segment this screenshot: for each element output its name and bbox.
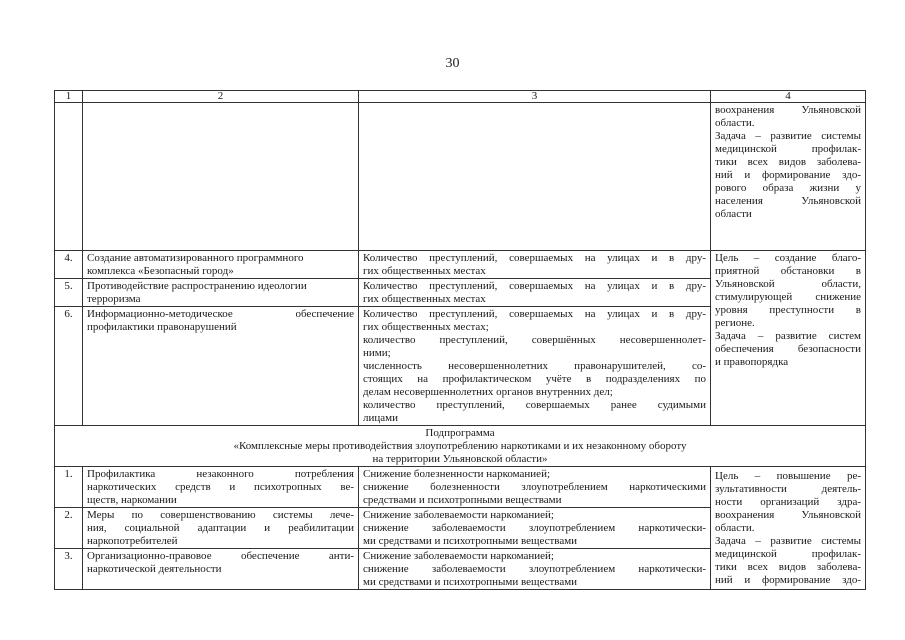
column-header: 1 <box>55 91 83 103</box>
goal-cell <box>711 467 866 590</box>
text-line: гих общественных местах; <box>363 321 489 333</box>
text-line: обеспечения безопасности <box>715 343 861 355</box>
text-line: Цель – создание благо- <box>715 252 861 264</box>
row-number: 4. <box>55 251 83 279</box>
text-line: наркопотребителей <box>87 535 178 547</box>
event-name <box>83 549 359 590</box>
text-line: Профилактика незаконного потребления <box>87 468 354 480</box>
indicators <box>359 467 711 508</box>
text-line: количество преступлений, совершённых несовершеннолет- <box>363 334 706 346</box>
text-line: снижение болезненности злоупотреблением наркотическими <box>363 481 706 493</box>
text-line: Снижение заболеваемости наркоманией; <box>363 550 554 562</box>
table-row <box>55 467 866 508</box>
text-line: численность несовершеннолетних правонарушителей, со- <box>363 360 706 372</box>
text-line: воохранения Ульяновской <box>715 509 861 521</box>
column-header-row <box>55 91 866 103</box>
column-header: 3 <box>359 91 711 103</box>
text-line: наркотической деятельности <box>87 563 222 575</box>
row-number: 1. <box>55 467 83 508</box>
text-line: «Комплексные меры противодействия злоупотреблению наркотиками и их незаконному обороту <box>233 440 687 452</box>
text-line: ними; <box>363 347 391 359</box>
text-line: Количество преступлений, совершаемых на улицах и в дру- <box>363 280 706 292</box>
text-line: Противодействие распространению идеологии <box>87 280 307 292</box>
text-line: уровня преступности в <box>715 304 861 316</box>
text-line: воохранения Ульяновской <box>715 104 861 116</box>
text-line: Цель – повышение ре- <box>715 470 861 482</box>
text-line: ми средствами и психотропными веществами <box>363 576 578 588</box>
row-number: 5. <box>55 279 83 307</box>
text-line: ществ, наркомании <box>87 494 177 506</box>
num-cell <box>55 103 83 251</box>
text-line: Задача – развитие систем <box>715 330 861 342</box>
column-header: 2 <box>83 91 359 103</box>
row-number: 6. <box>55 307 83 426</box>
text-line: гих общественных местах <box>363 293 486 305</box>
text-line: ний и формирование здо- <box>715 169 861 181</box>
event-name <box>83 508 359 549</box>
text-line: ний и формирование здо- <box>715 574 861 586</box>
goal-cell <box>711 251 866 426</box>
text-line: и правопорядка <box>715 356 789 368</box>
text-line: ности организаций здра- <box>715 496 861 508</box>
goal-cell <box>711 103 866 251</box>
text-line: Снижение заболеваемости наркоманией; <box>363 509 554 521</box>
indicators <box>359 251 711 279</box>
text-line: комплекса «Безопасный город» <box>87 265 234 277</box>
text-line: Создание автоматизированного программного <box>87 252 304 264</box>
text-line: Информационно-методическое обеспечение <box>87 308 354 320</box>
text-line: Организационно-правовое обеспечение анти- <box>87 550 354 562</box>
text-line: медицинской профилак- <box>715 143 861 155</box>
text-line: ми средствами и психотропными веществами <box>363 535 578 547</box>
row-number: 3. <box>55 549 83 590</box>
text-line: количество преступлений, совершаемых ранее судимыми <box>363 399 706 411</box>
text-line: на территории Ульяновской области» <box>372 453 548 465</box>
text-line: делам несовершеннолетних органов внутренних дел; <box>363 386 613 398</box>
indicators <box>359 279 711 307</box>
text-line: Количество преступлений, совершаемых на улицах и в дру- <box>363 252 706 264</box>
text-line: наркотических средств и психотропных ве- <box>87 481 354 493</box>
text-line: стоящих на профилактическом учёте в подразделениях по <box>363 373 706 385</box>
text-line: Меры по совершенствованию системы лече- <box>87 509 354 521</box>
subprogram-title <box>55 426 866 467</box>
text-line: Подпрограмма <box>425 427 495 439</box>
text-line: тики всех видов заболева- <box>715 561 861 573</box>
text-line: Задача – развитие системы <box>715 130 861 142</box>
text-line: области. <box>715 522 755 534</box>
indicators <box>359 549 711 590</box>
text-line: ния, социальной адаптации и реабилитации <box>87 522 354 534</box>
continuation-row <box>55 103 866 251</box>
table-row <box>55 251 866 279</box>
text-line: Снижение болезненности наркоманией; <box>363 468 551 480</box>
text-line: лицами <box>363 412 398 424</box>
event-name <box>83 467 359 508</box>
text-line: средствами и психотропными веществами <box>363 494 562 506</box>
subprogram-row <box>55 426 866 467</box>
text-line: области. <box>715 117 755 129</box>
column-header: 4 <box>711 91 866 103</box>
text-line: тики всех видов заболева- <box>715 156 861 168</box>
text-line: регионе. <box>715 317 755 329</box>
event-name <box>83 251 359 279</box>
text-line: Количество преступлений, совершаемых на улицах и в дру- <box>363 308 706 320</box>
text-line: терроризма <box>87 293 141 305</box>
text-line: рового образа жизни у <box>715 182 861 194</box>
event-name <box>83 307 359 426</box>
text-line: профилактики правонарушений <box>87 321 237 333</box>
name-cell <box>83 103 359 251</box>
text-line: стимулирующей снижение <box>715 291 861 303</box>
page-number: 30 <box>445 56 460 71</box>
indicator-cell <box>359 103 711 251</box>
text-line: снижение заболеваемости злоупотреблением наркотически- <box>363 563 706 575</box>
text-line: области <box>715 208 752 220</box>
text-line: снижение заболеваемости злоупотреблением наркотически- <box>363 522 706 534</box>
text-line: зультативности деятель- <box>715 483 861 495</box>
event-name <box>83 279 359 307</box>
text-line: Задача – развитие системы <box>715 535 861 547</box>
row-number: 2. <box>55 508 83 549</box>
text-line: Ульяновской области, <box>715 278 861 290</box>
program-table <box>54 90 866 590</box>
text-line: гих общественных местах <box>363 265 486 277</box>
text-line: медицинской профилак- <box>715 548 861 560</box>
indicators <box>359 508 711 549</box>
indicators <box>359 307 711 426</box>
text-line: приятной обстановки в <box>715 265 861 277</box>
text-line: населения Ульяновской <box>715 195 861 207</box>
